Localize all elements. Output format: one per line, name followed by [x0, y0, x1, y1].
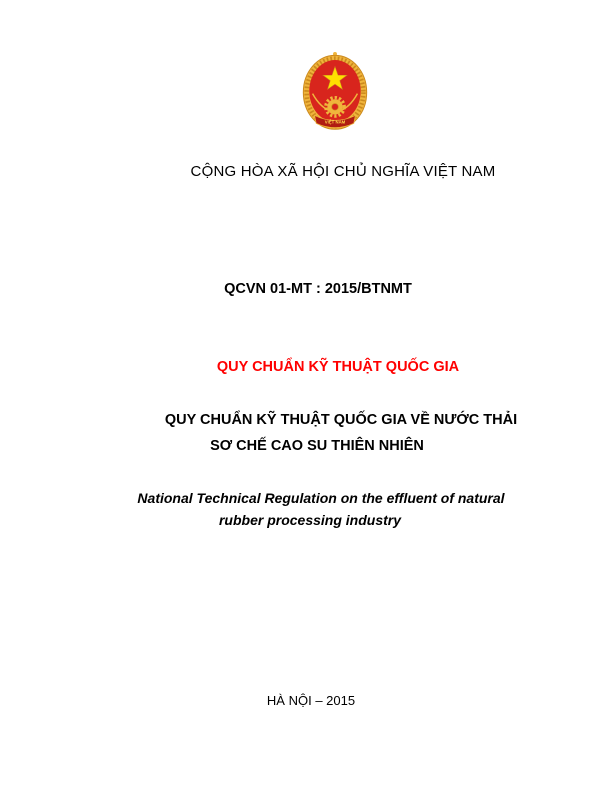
regulation-title-vn-line2: SƠ CHẾ CAO SU THIÊN NHIÊN: [210, 438, 424, 454]
vietnam-national-emblem: [302, 50, 368, 132]
regulation-title-red: QUY CHUẨN KỸ THUẬT QUỐC GIA: [216, 359, 460, 375]
document-code: QCVN 01-MT : 2015/BTNMT: [224, 281, 412, 297]
regulation-subtitle-en-line2: rubber processing industry: [218, 512, 402, 528]
country-title: CỘNG HÒA XÃ HỘI CHỦ NGHĨA VIỆT NAM: [190, 163, 496, 180]
emblem-cogwheel-hub: [332, 104, 339, 111]
footer-place-year: HÀ NỘI – 2015: [266, 693, 356, 708]
regulation-title-vn-line1: QUY CHUẨN KỸ THUẬT QUỐC GIA VỀ NƯỚC THẢI: [164, 412, 518, 428]
emblem-banner-label: VIỆT NAM: [324, 119, 346, 125]
regulation-subtitle-en-line1: National Technical Regulation on the effluent of natural: [137, 490, 505, 506]
